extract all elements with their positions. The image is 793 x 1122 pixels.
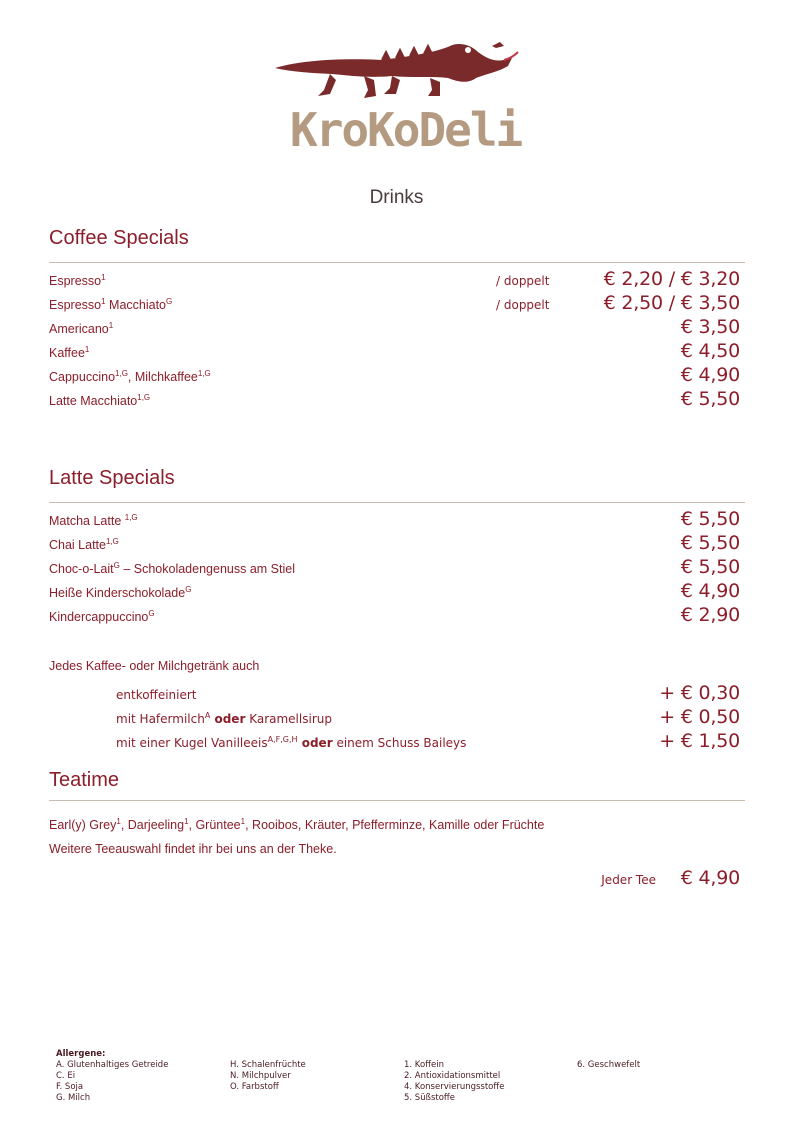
- allergens-footer: [56, 1049, 641, 1103]
- allergens-col-3: [404, 1060, 504, 1104]
- item-price: € 5,50: [680, 532, 740, 554]
- additive-entry: 4. Konservierungsstoffe: [404, 1082, 505, 1092]
- allergens-col-2: [230, 1060, 306, 1093]
- menu-item-kinderschokolade: [49, 580, 740, 602]
- additive-entry: 1. Koffein: [404, 1060, 444, 1070]
- tea-varieties: Earl(y) Grey$^1$, Darjeeling$^1$, Grüntee$^1$, Rooibos, Kräuter, Pfefferminze, Kamille oder Früchte: [49, 817, 545, 832]
- item-name: Kindercappuccino$^G$: [49, 609, 155, 624]
- tea-label: Jeder Tee: [601, 873, 656, 887]
- item-price: € 4,90: [680, 580, 740, 602]
- item-price: € 5,50: [680, 556, 740, 578]
- allergen-entry: H. Schalenfrüchte: [230, 1060, 306, 1070]
- allergen-entry: O. Farbstoff: [230, 1082, 279, 1092]
- page-title: Drinks: [369, 187, 424, 208]
- allergen-entry: C. Ei: [56, 1071, 76, 1081]
- additive-entry: 2. Antioxidationsmittel: [404, 1071, 501, 1081]
- coffee-divider: [49, 262, 745, 263]
- item-price: € 5,50: [680, 388, 740, 410]
- addon-text: mit einer Kugel Vanilleeis$^{A,F,G,H}$ oder einem Schuss Baileys: [116, 735, 467, 750]
- allergens-col-4: [577, 1060, 640, 1071]
- allergen-entry: N. Milchpulver: [230, 1071, 291, 1081]
- tea-more-note: Weitere Teeauswahl findet ihr bei uns an der Theke.: [49, 842, 337, 856]
- addon-price: + € 0,30: [659, 682, 740, 704]
- tea-price: € 4,90: [680, 867, 740, 889]
- menu-item-espresso: [49, 268, 740, 290]
- menu-item-matcha-latte: [49, 508, 740, 530]
- menu-item-espresso-macchiato: [49, 292, 740, 314]
- menu-item-chai-latte: [49, 532, 740, 554]
- item-price: € 2,50 / € 3,50: [603, 292, 740, 314]
- tea-section-title: Teatime: [49, 769, 120, 791]
- addon-price: + € 0,50: [659, 706, 740, 728]
- item-note: / doppelt: [496, 274, 550, 288]
- item-name: Heiße Kinderschokolade$^G$: [49, 585, 192, 600]
- tea-price-row: [49, 867, 740, 889]
- item-price: € 2,90: [680, 604, 740, 626]
- item-name: Latte Macchiato$^{1,G}$: [49, 393, 151, 408]
- allergen-entry: G. Milch: [56, 1093, 91, 1103]
- item-name: Kaffee$^1$: [49, 345, 90, 360]
- addon-vanilla-ice: [116, 730, 740, 752]
- item-name: Choc-o-Lait$^G$ – Schokoladengenuss am Stiel: [49, 561, 295, 576]
- item-name: Espresso$^1$: [49, 273, 106, 288]
- item-name: Espresso$^1$ Macchiato$^G$: [49, 297, 173, 312]
- item-price: € 2,20 / € 3,20: [603, 268, 740, 290]
- krokodeli-logo: [272, 38, 522, 154]
- menu-item-latte-macchiato: [49, 388, 740, 410]
- menu-item-cappuccino: [49, 364, 740, 386]
- tea-divider: [49, 800, 745, 801]
- item-name: Cappuccino$^{1,G}$, Milchkaffee$^{1,G}$: [49, 369, 211, 384]
- item-note: / doppelt: [496, 298, 550, 312]
- latte-divider: [49, 502, 745, 503]
- menu-item-kindercappuccino: [49, 604, 740, 626]
- allergen-entry: A. Glutenhaltiges Getreide: [56, 1060, 169, 1070]
- menu-item-choc-o-lait: [49, 556, 740, 578]
- item-price: € 5,50: [680, 508, 740, 530]
- logo-wordmark: KroKoDeli: [290, 103, 522, 154]
- menu-item-americano: [49, 316, 740, 338]
- addon-oat-milk: [116, 706, 740, 728]
- addon-text: entkoffeiniert: [116, 688, 197, 702]
- item-price: € 4,90: [680, 364, 740, 386]
- allergen-entry: F. Soja: [56, 1082, 84, 1092]
- coffee-section-title: Coffee Specials: [49, 227, 189, 249]
- item-price: € 4,50: [680, 340, 740, 362]
- latte-section-title: Latte Specials: [49, 467, 175, 489]
- item-name: Chai Latte$^{1,G}$: [49, 537, 119, 552]
- crocodile-logo-graphic: [272, 38, 522, 154]
- allergens-col-1: [56, 1060, 168, 1104]
- addon-text: mit Hafermilch$^A$ oder Karamellsirup: [116, 711, 332, 726]
- item-name: Matcha Latte $^{1,G}$: [49, 513, 138, 528]
- addon-price: + € 1,50: [659, 730, 740, 752]
- item-price: € 3,50: [680, 316, 740, 338]
- additive-entry: 5. Süßstoffe: [404, 1093, 455, 1103]
- allergens-heading: Allergene:: [56, 1049, 106, 1059]
- menu-item-kaffee: [49, 340, 740, 362]
- additive-entry: 6. Geschwefelt: [577, 1060, 641, 1070]
- addon-decaf: [116, 682, 740, 704]
- addons-lead: Jedes Kaffee- oder Milchgetränk auch: [49, 659, 260, 673]
- item-name: Americano$^1$: [49, 321, 114, 336]
